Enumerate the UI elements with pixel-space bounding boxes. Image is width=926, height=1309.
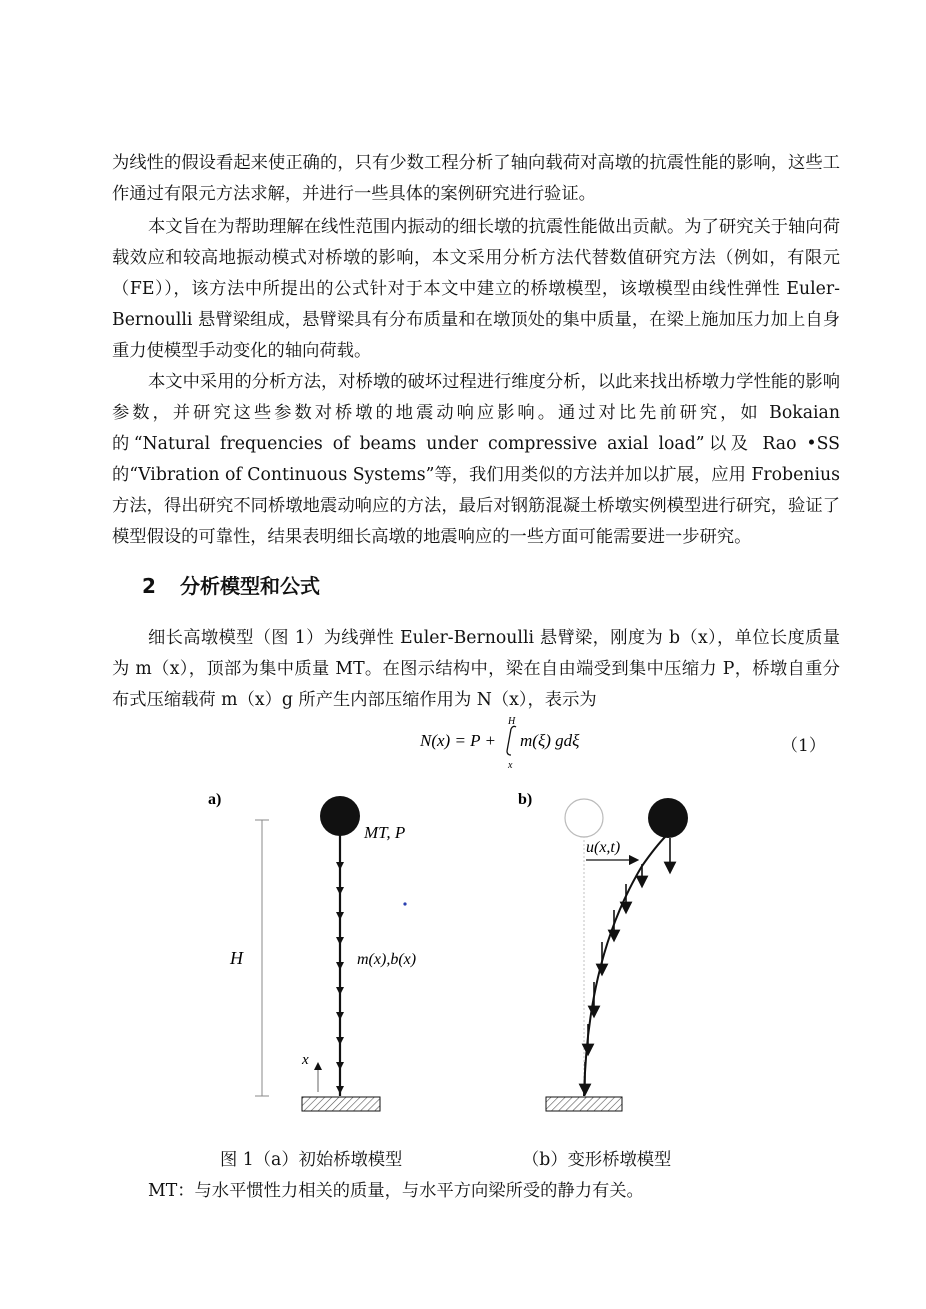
base-support-a (302, 1097, 380, 1111)
equation-lower-limit: x (508, 760, 513, 770)
distributed-property-label: m(x),b(x) (357, 951, 417, 968)
original-mass-icon (565, 799, 603, 837)
figure-panel-a (208, 791, 416, 1111)
deformed-pier-curve (584, 836, 666, 1096)
top-load-label: MT, P (364, 823, 406, 842)
panel-b-label: b) (518, 791, 533, 808)
equation-number: （1） (781, 736, 826, 756)
base-support-b (546, 1097, 622, 1111)
equation-lhs: N(x) = P + (420, 731, 496, 750)
panel-a-label: a) (208, 791, 222, 808)
top-mass-icon (320, 796, 360, 836)
displaced-mass-icon (648, 798, 688, 838)
equation-upper-limit: H (508, 716, 516, 727)
paragraph-1: 为线性的假设看起来使正确的，只有少数工程分析了轴向载荷对高墩的抗震性能的影响，这些工作通过有限元方法求解，并进行一些具体的案例研究进行验证。 (112, 153, 840, 204)
equation-integrand: m(ξ) gdξ (520, 731, 580, 750)
x-axis-label: x (302, 1052, 309, 1068)
mt-note: MT：与水平惯性力相关的质量，与水平方向梁所受的静力有关。 (148, 1181, 644, 1201)
section-paragraph: 细长高墩模型（图 1）为线弹性 Euler-Bernoulli 悬臂梁，刚度为 b（x），单位长度质量为 m（x），顶部为集中质量 MT。在图示结构中，梁在自由端受到集中压缩力 P，桥墩自重分布式压缩载荷 m（x）g 所产生内部压缩作用为 N（x），表示为 (112, 628, 840, 710)
equation-1 (410, 714, 610, 770)
stray-dot (403, 902, 406, 905)
displacement-label: u(x,t) (586, 839, 621, 856)
figure-caption-a: 图 1（a）初始桥墩模型 (220, 1150, 403, 1170)
section-title: 分析模型和公式 (180, 574, 320, 598)
figure-1 (190, 786, 710, 1126)
paragraph-3: 本文中采用的分析方法，对桥墩的破坏过程进行维度分析，以此来找出桥墩力学性能的影响参数，并研究这些参数对桥墩的地震动响应影响。通过对比先前研究，如 Bokaian 的“Natural frequencies of beams under compressive axial load”以及 Rao •SS 的“Vibration of Continuous Systems”等，我们用类似的方法并加以扩展，应用 Frobenius 方法，得出研究不同桥墩地震动响应的方法，最后对钢筋混凝土桥墩实例模型进行研究，验证了模型假设的可靠性，结果表明细长高墩的地震响应的一些方面可能需要进一步研究。 (112, 372, 840, 547)
figure-panel-b (518, 791, 688, 1111)
height-label: H (230, 948, 243, 968)
section-heading (142, 570, 320, 599)
section-number: 2 (142, 574, 156, 598)
figure-caption-b: （b）变形桥墩模型 (522, 1150, 672, 1170)
load-arrows-b (585, 838, 670, 1090)
paragraph-2: 本文旨在为帮助理解在线性范围内振动的细长墩的抗震性能做出贡献。为了研究关于轴向荷载效应和较高地振动模式对桥墩的影响，本文采用分析方法代替数值研究方法（例如，有限元（FE）），该方法中所提出的公式针对于本文中建立的桥墩模型，该墩模型由线性弹性 Euler-Bernoulli 悬臂梁组成，悬臂梁具有分布质量和在墩顶处的集中质量，在梁上施加压力加上自身重力使模型手动变化的轴向荷载。 (112, 217, 840, 361)
integral-sign-icon (507, 726, 516, 755)
